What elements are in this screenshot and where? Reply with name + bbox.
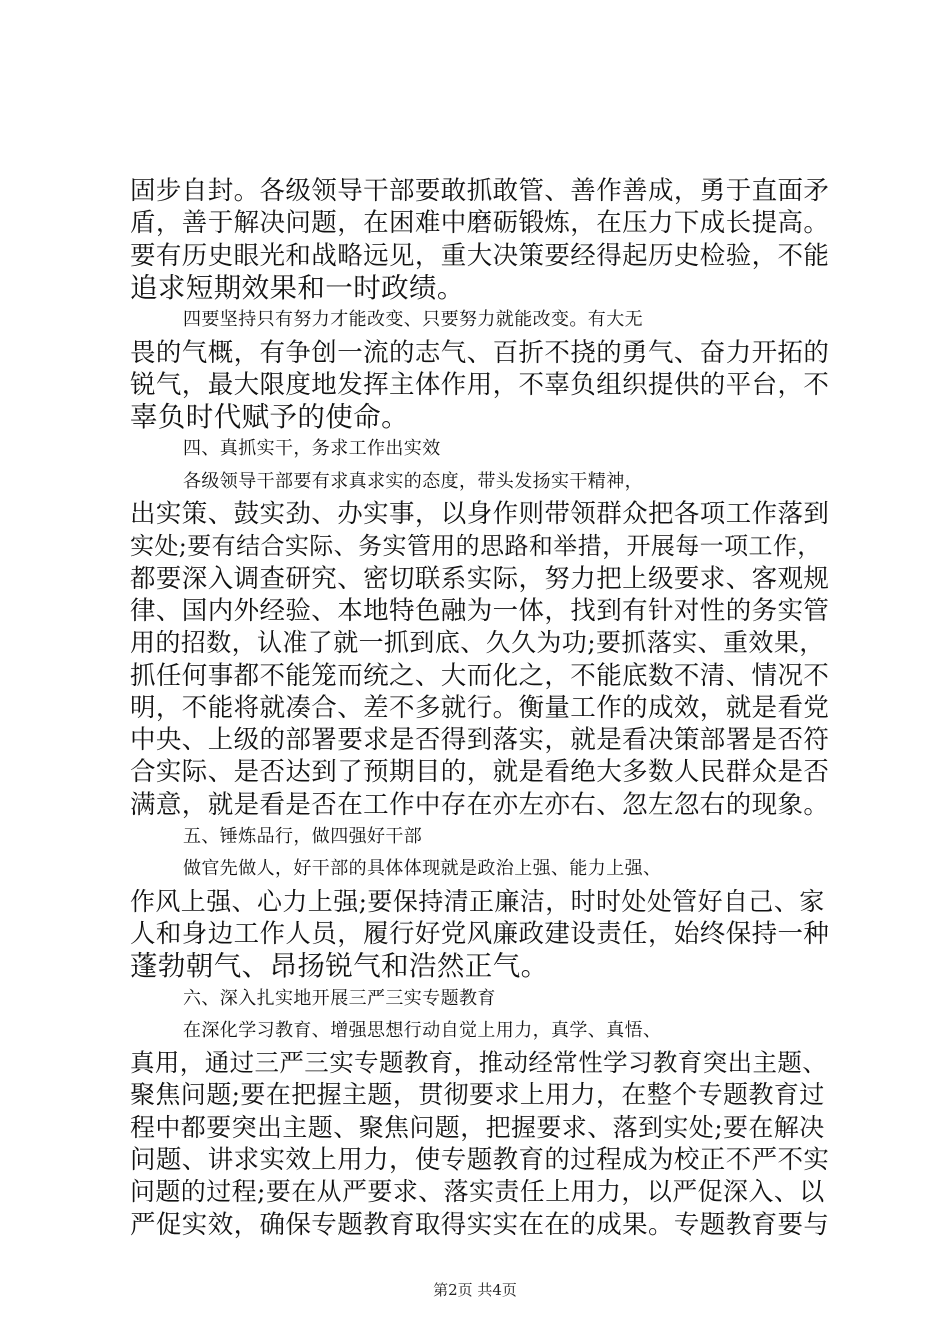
body-text-line: 辜负时代赋予的使命。 <box>130 401 409 434</box>
page-footer: 第2页 共4页 <box>433 1281 517 1299</box>
body-text-line: 要有历史眼光和战略远见，重大决策要经得起历史检验，不能 <box>130 240 830 271</box>
body-text-line: 律、国内外经验、本地特色融为一体，找到有针对性的务实管 <box>130 595 830 626</box>
body-text-line: 问题的过程;要在从严要求、落实责任上用力，以严促深入、以 <box>130 1177 825 1207</box>
body-text-line: 满意，就是看是否在工作中存在亦左亦右、忽左忽右的现象。 <box>130 789 830 820</box>
paragraph-start-line: 四要坚持只有努力才能改变、只要努力就能改变。有大无 <box>183 309 643 331</box>
body-text-line: 畏的气概，有争创一流的志气、百折不挠的勇气、奋力开拓的 <box>130 337 830 368</box>
body-text-line: 合实际、是否达到了预期目的，就是看绝大多数人民群众是否 <box>130 757 830 788</box>
body-text-line: 蓬勃朝气、昂扬锐气和浩然正气。 <box>130 950 549 983</box>
section-heading: 四、真抓实干，务求工作出实效 <box>183 438 441 460</box>
body-text-line: 严促实效，确保专题教育取得实实在在的成果。专题教育要与 <box>130 1209 830 1240</box>
body-text-line: 聚焦问题;要在把握主题，贯彻要求上用力，在整个专题教育过 <box>130 1080 825 1110</box>
body-text-line: 人和身边工作人员，履行好党风廉政建设责任，始终保持一种 <box>130 918 830 949</box>
body-text-line: 程中都要突出主题、聚焦问题，把握要求、落到实处;要在解决 <box>130 1112 825 1142</box>
body-text-line: 出实策、鼓实劲、办实事，以身作则带领群众把各项工作落到 <box>130 499 830 529</box>
body-text-line: 作风上强、心力上强;要保持清正廉洁，时时处处管好自己、家 <box>130 886 825 916</box>
body-text-line: 明，不能将就凑合、差不多就行。衡量工作的成效，就是看党 <box>130 692 830 723</box>
paragraph-start-line: 各级领导干部要有求真求实的态度，带头发扬实干精神， <box>183 470 643 492</box>
section-heading: 六、深入扎实地开展三严三实专题教育 <box>183 987 496 1009</box>
body-text-line: 追求短期效果和一时政绩。 <box>130 271 465 304</box>
paragraph-start-line: 在深化学习教育、增强思想行动自觉上用力，真学、真悟、 <box>183 1019 662 1041</box>
body-text-line: 抓任何事都不能笼而统之、大而化之，不能底数不清、情况不 <box>130 660 830 691</box>
body-text-line: 固步自封。各级领导干部要敢抓敢管、善作善成，勇于直面矛 <box>130 176 830 206</box>
paragraph-start-line: 做官先做人，好干部的具体体现就是政治上强、能力上强、 <box>183 858 662 880</box>
body-text-line: 锐气，最大限度地发挥主体作用，不辜负组织提供的平台，不 <box>130 369 830 400</box>
body-text-line: 真用，通过三严三实专题教育，推动经常性学习教育突出主题、 <box>130 1048 828 1078</box>
body-text-line: 盾，善于解决问题，在困难中磨砺锻炼，在压力下成长提高。 <box>130 208 830 239</box>
body-text-line: 用的招数，认准了就一抓到底、久久为功;要抓落实、重效果， <box>130 628 825 658</box>
body-text-line: 中央、上级的部署要求是否得到落实，就是看决策部署是否符 <box>130 725 830 756</box>
body-text-line: 都要深入调查研究、密切联系实际，努力把上级要求、客观规 <box>130 563 830 594</box>
body-text-line: 实处;要有结合实际、务实管用的思路和举措，开展每一项工作， <box>130 532 822 561</box>
section-heading: 五、锤炼品行，做四强好干部 <box>183 826 423 847</box>
body-text-line: 问题、讲求实效上用力，使专题教育的过程成为校正不严不实 <box>130 1145 830 1175</box>
